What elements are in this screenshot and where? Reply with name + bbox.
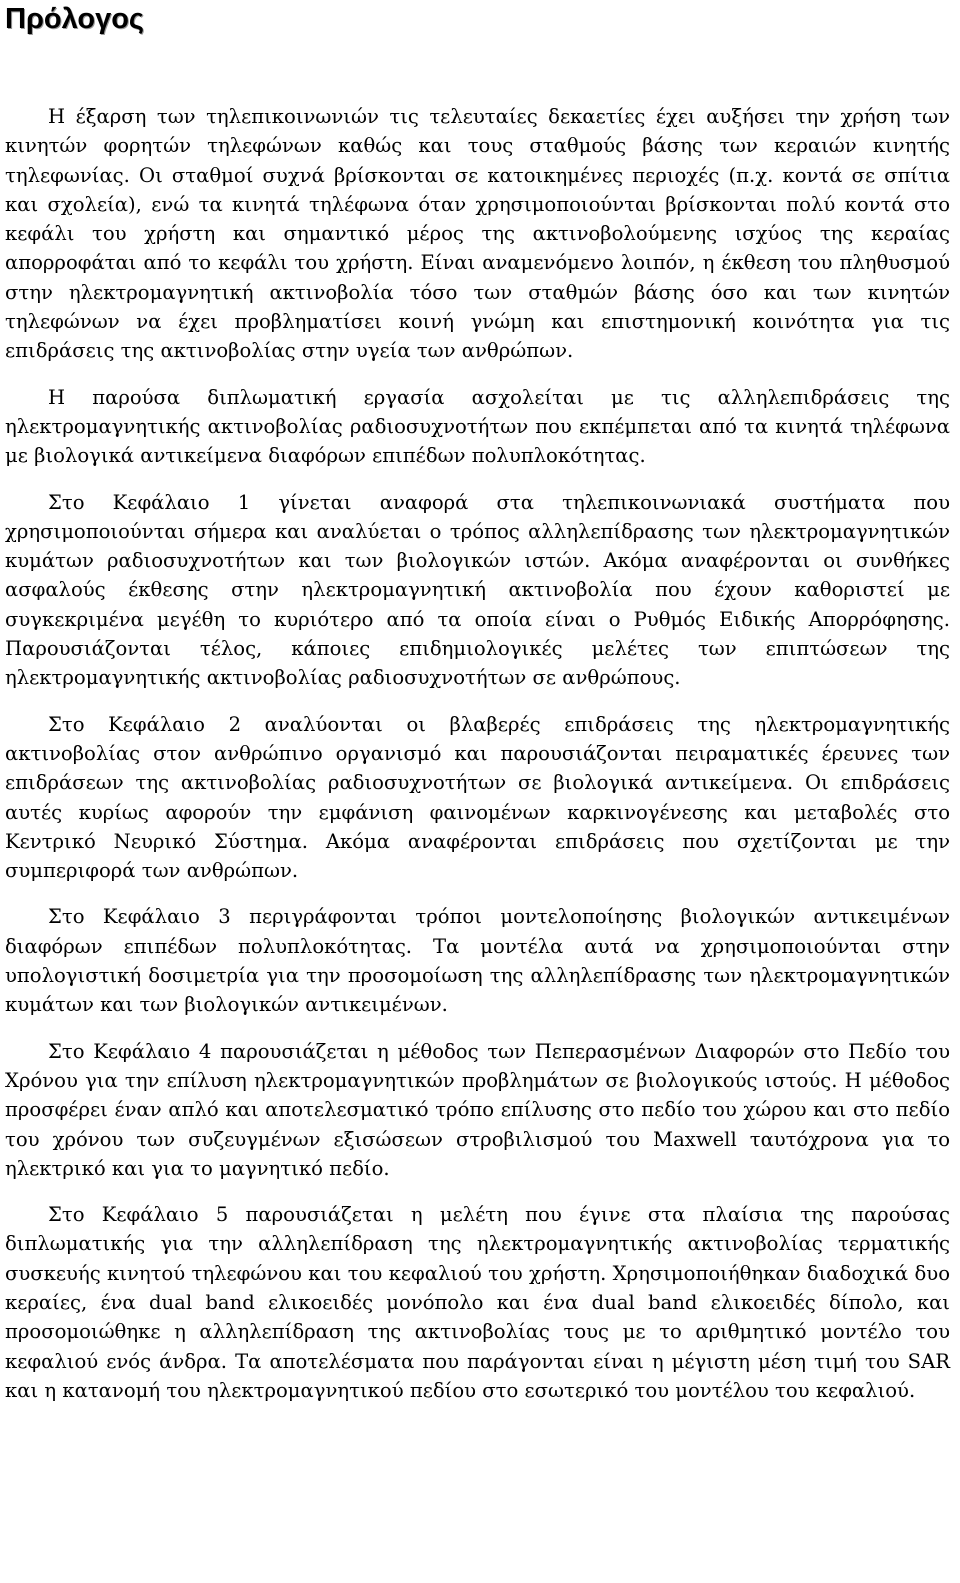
paragraph-chapter-1: Στο Κεφάλαιο 1 γίνεται αναφορά στα τηλεπικοινωνιακά συστήματα που χρησιμοποιούνται σήμερα και αναλύεται ο τρόπος αλληλεπίδρασης των ηλεκτρομαγνητικών κυμάτων ραδιοσυχνοτήτων και των βιολογικών ιστών. Ακόμα αναφέρονται οι συνθήκες ασφαλούς έκθεσης στην ηλεκτρομαγνητική ακτινοβολία που έχουν καθοριστεί με συγκεκριμένα μεγέθη το κυριότερο από τα οποία είναι ο Ρυθμός Ειδικής Απορρόφησης. Παρουσιάζονται τέλος, κάποιες επιδημιολογικές μελέτες των επιπτώσεων της ηλεκτρομαγνητικής ακτινοβολίας ραδιοσυχνοτήτων σε ανθρώπους. bbox=[5, 490, 950, 690]
paragraph-chapter-2: Στο Κεφάλαιο 2 αναλύονται οι βλαβερές επιδράσεις της ηλεκτρομαγνητικής ακτινοβολίας στον ανθρώπινο οργανισμό και παρουσιάζονται πειραματικές έρευνες των επιδράσεων της ακτινοβολίας ραδιοσυχνοτήτων σε βιολογικά αντικείμενα. Οι επιδράσεις αυτές κυρίως αφορούν την εμφάνιση φαινομένων καρκινογένεσης και μεταβολές στο Κεντρικό Νευρικό Σύστημα. Ακόμα αναφέρονται επιδράσεις που σχετίζονται με την συμπεριφορά των ανθρώπων. bbox=[5, 712, 950, 883]
paragraph-chapter-5: Στο Κεφάλαιο 5 παρουσιάζεται η μελέτη που έγινε στα πλαίσια της παρούσας διπλωματικής για την αλληλεπίδραση της ηλεκτρομαγνητικής ακτινοβολίας τερματικής συσκευής κινητού τηλεφώνου και του κεφαλιού του χρήστη. Χρησιμοποιήθηκαν διαδοχικά δυο κεραίες, ένα dual band ελικοειδές μονόπολο και ένα dual band ελικοειδές δίπολο, και προσομοιώθηκε η αλληλεπίδραση της ακτινοβολίας τους με το αριθμητικό μοντέλο του κεφαλιού ενός άνδρα. Τα αποτελέσματα που παράγονται είναι η μέγιστη μέση τιμή του SAR και η κατανομή του ηλεκτρομαγνητικού πεδίου στο εσωτερικό του μοντέλου του κεφαλιού. bbox=[5, 1203, 950, 1402]
page-title: Πρόλογος bbox=[5, 3, 145, 35]
paragraph-chapter-4: Στο Κεφάλαιο 4 παρουσιάζεται η μέθοδος των Πεπερασμένων Διαφορών στο Πεδίο του Χρόνου για την επίλυση ηλεκτρομαγνητικών προβλημάτων σε βιολογικούς ιστούς. Η μέθοδος προσφέρει έναν απλό και αποτελεσματικό τρόπο επίλυσης στο πεδίο του χώρου και στο πεδίο του χρόνου των συζευγμένων εξισώσεων στροβιλισμού του Maxwell ταυτόχρονα για το ηλεκτρικό και για το μαγνητικό πεδίο. bbox=[5, 1039, 950, 1180]
paragraph-thesis-scope: Η παρούσα διπλωματική εργασία ασχολείται με τις αλληλεπιδράσεις της ηλεκτρομαγνητικής ακτινοβολίας ραδιοσυχνοτήτων που εκπέμπεται από τα κινητά τηλέφωνα με βιολογικά αντικείμενα διαφόρων επιπέδων πολυπλοκότητας. bbox=[5, 385, 950, 468]
document-body bbox=[5, 102, 950, 1405]
paragraph-intro: Η έξαρση των τηλεπικοινωνιών τις τελευταίες δεκαετίες έχει αυξήσει την χρήση των κινητών φορητών τηλεφώνων καθώς και τους σταθμούς βάσης των κεραιών κινητής τηλεφωνίας. Οι σταθμοί συχνά βρίσκονται σε κατοικημένες περιοχές (π.χ. κοντά σε σπίτια και σχολεία), ενώ τα κινητά τηλέφωνα όταν χρησιμοποιούνται βρίσκονται πολύ κοντά στο κεφάλι του χρήστη και σημαντικό μέρος της ακτινοβολούμενης ισχύος της κεραίας απορροφάται από το κεφάλι του χρήστη. Είναι αναμενόμενο λοιπόν, η έκθεση του πληθυσμού στην ηλεκτρομαγνητική ακτινοβολία τόσο των σταθμών βάσης όσο και των κινητών τηλεφώνων να έχει προβληματίσει κοινή γνώμη και επιστημονική κοινότητα για τις επιδράσεις της ακτινοβολίας στην υγεία των ανθρώπων. bbox=[5, 105, 950, 363]
paragraph-chapter-3: Στο Κεφάλαιο 3 περιγράφονται τρόποι μοντελοποίησης βιολογικών αντικειμένων διαφόρων επιπέδων πολυπλοκότητας. Τα μοντέλα αυτά να χρησιμοποιούνται στην υπολογιστική δοσιμετρία για την προσομοίωση της αλληλεπίδρασης των ηλεκτρομαγνητικών κυμάτων και των βιολογικών αντικειμένων. bbox=[5, 905, 950, 1017]
